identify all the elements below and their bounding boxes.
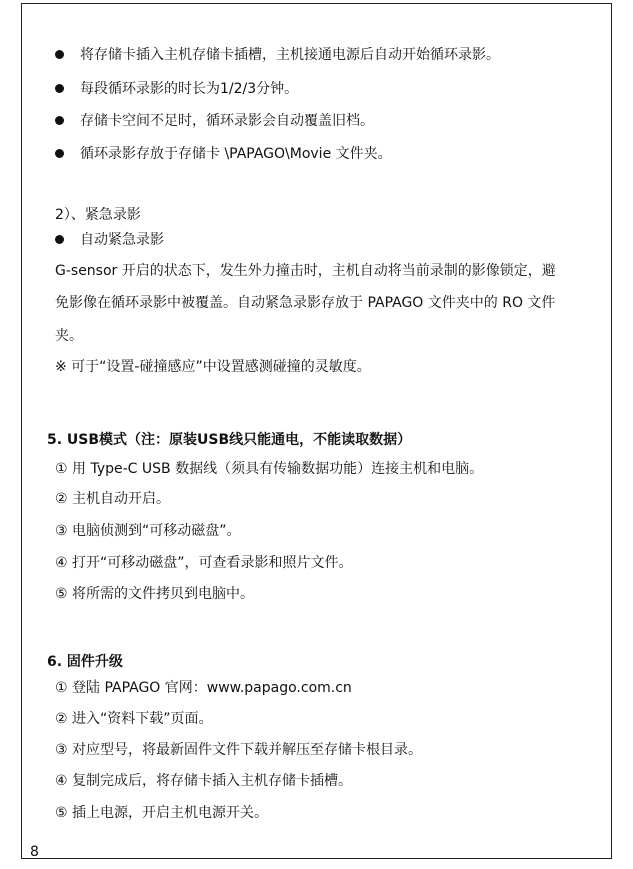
bullet-dot-icon (55, 116, 64, 125)
emergency-note: ※ 可于“设置-碰撞感应”中设置感测碰撞的灵敏度。 (55, 359, 371, 375)
bullet-dot-icon (55, 50, 64, 59)
loop-bullet-1: 将存储卡插入主机存储卡插槽，主机接通电源后自动开始循环录影。 (55, 46, 500, 64)
usb-step-1: ① 用 Type-C USB 数据线（须具有传输数据功能）连接主机和电脑。 (55, 461, 484, 477)
firmware-step-4: ④ 复制完成后，将存储卡插入主机存储卡插槽。 (55, 773, 352, 789)
emergency-paragraph-line-2: 免影像在循环录影中被覆盖。自动紧急录影存放于 PAPAGO 文件夹中的 RO 文件 (55, 295, 556, 311)
firmware-heading: 6. 固件升级 (47, 654, 123, 670)
usb-step-4: ④ 打开“可移动磁盘”，可查看录影和照片文件。 (55, 555, 353, 571)
bullet-dot-icon (55, 149, 64, 158)
usb-heading: 5. USB模式（注：原装USB线只能通电，不能读取数据） (47, 432, 412, 448)
bullet-dot-icon (55, 84, 64, 93)
usb-step-2: ② 主机自动开启。 (55, 491, 171, 507)
firmware-step-1: ① 登陆 PAPAGO 官网：www.papago.com.cn (55, 680, 352, 696)
emergency-paragraph-line-3: 夹。 (55, 328, 83, 344)
firmware-step-2: ② 进入“资料下载”页面。 (55, 711, 213, 727)
firmware-step-3: ③ 对应型号，将最新固件文件下载并解压至存储卡根目录。 (55, 742, 422, 758)
usb-step-3: ③ 电脑侦测到“可移动磁盘”。 (55, 523, 241, 539)
usb-step-5: ⑤ 将所需的文件拷贝到电脑中。 (55, 586, 255, 602)
emergency-paragraph-line-1: G-sensor 开启的状态下，发生外力撞击时，主机自动将当前录制的影像锁定，避 (55, 263, 556, 279)
loop-bullet-4: 循环录影存放于存储卡 \PAPAGO\Movie 文件夹。 (55, 145, 392, 163)
emergency-bullet: 自动紧急录影 (55, 231, 164, 249)
loop-bullet-3: 存储卡空间不足时，循环录影会自动覆盖旧档。 (55, 112, 374, 130)
firmware-step-5: ⑤ 插上电源，开启主机电源开关。 (55, 805, 269, 821)
page-number: 8 (30, 844, 39, 860)
loop-bullet-2: 每段循环录影的时长为1/2/3分钟。 (55, 80, 298, 98)
bullet-dot-icon (55, 235, 64, 244)
emergency-title: 2）、紧急录影 (55, 207, 141, 223)
